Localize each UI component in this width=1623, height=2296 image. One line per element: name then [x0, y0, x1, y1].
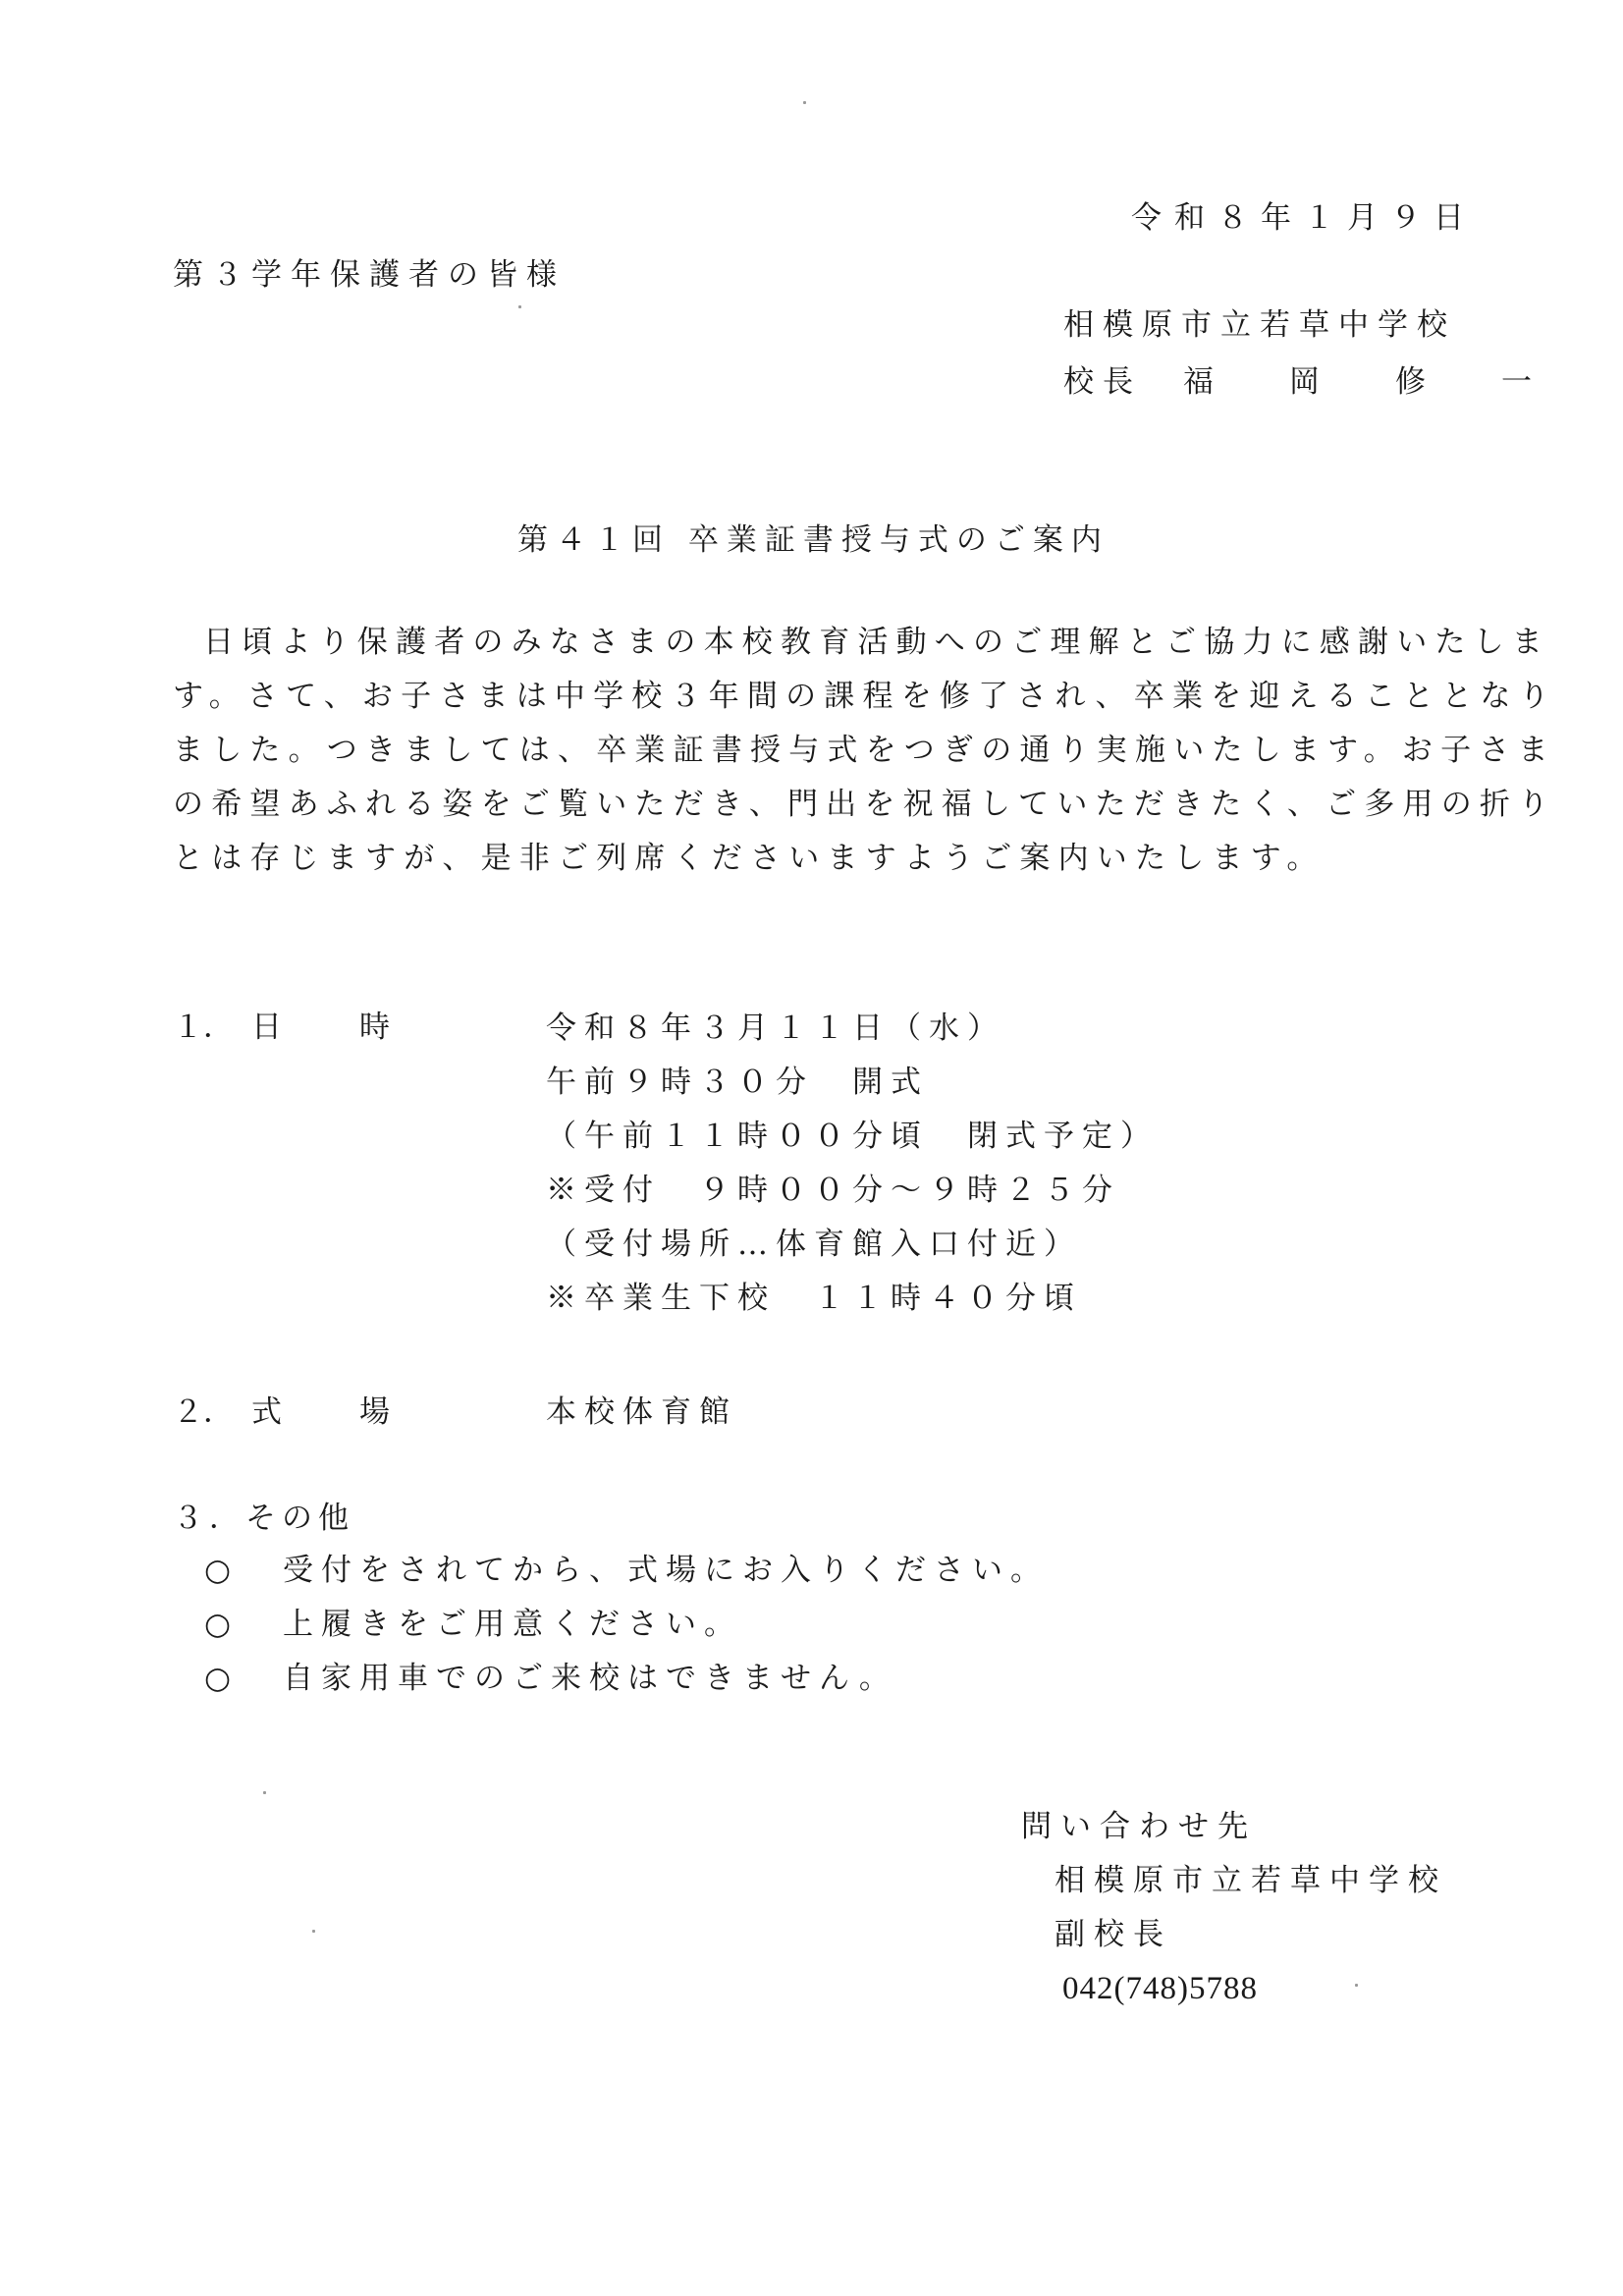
- sender-school: 相模原市立若草中学校: [1063, 307, 1456, 343]
- item-number: ３．: [173, 1501, 245, 1536]
- item-label-part: 式: [251, 1394, 282, 1430]
- item-other-label: [173, 1493, 354, 1537]
- principal-title: 校長: [1063, 364, 1142, 400]
- item-label-part: 場: [359, 1394, 390, 1430]
- scan-speck: [312, 1930, 315, 1933]
- item-number: １．: [173, 1010, 234, 1045]
- item-datetime-values: [546, 1002, 1159, 1326]
- item-label: その他: [245, 1501, 354, 1536]
- scan-speck: [803, 101, 806, 104]
- body-line: 日頃より保護者のみなさまの本校教育活動へのご理解とご協力に感謝いたしま: [203, 625, 1550, 660]
- scan-speck: [263, 1791, 266, 1794]
- scan-speck: [518, 305, 521, 308]
- contact-phone: 042(748)5788: [1062, 1971, 1258, 2006]
- body-line: の希望あふれる姿をご覧いただき、門出を祝福していただきたく、ご多用の折り: [173, 787, 1557, 822]
- item-number: ２．: [173, 1394, 234, 1430]
- venue-value: 本校体育館: [546, 1394, 737, 1430]
- document-date: 令和８年１月９日: [1131, 200, 1477, 236]
- document-title: 第４１回 卒業証書授与式のご案内: [517, 522, 1109, 558]
- item-label-part: 日: [251, 1010, 282, 1045]
- contact-heading: 問い合わせ先: [1021, 1809, 1257, 1844]
- note-item: [204, 1544, 1049, 1598]
- closing-time: （午前１１時００分頃 閉式予定）: [546, 1119, 1159, 1154]
- graduate-dismissal-time: ※卒業生下校 １１時４０分頃: [546, 1281, 1082, 1316]
- body-paragraph: [173, 616, 1557, 886]
- addressee: 第３学年保護者の皆様: [173, 257, 566, 293]
- circle-bullet-icon: ○: [204, 1607, 232, 1642]
- reception-location: （受付場所…体育館入口付近）: [546, 1227, 1082, 1262]
- notes-list: [204, 1544, 1049, 1706]
- item-label-part: 時: [359, 1010, 390, 1045]
- circle-bullet-icon: ○: [204, 1661, 232, 1696]
- note-text: 上履きをご用意ください。: [283, 1607, 742, 1642]
- body-line: す。さて、お子さまは中学校３年間の課程を修了され、卒業を迎えることとなり: [173, 679, 1557, 714]
- principal-name-part: 修: [1395, 364, 1426, 400]
- body-line: ました。つきましては、卒業証書授与式をつぎの通り実施いたします。お子さま: [173, 733, 1556, 768]
- opening-time: 午前９時３０分 開式: [546, 1065, 929, 1100]
- note-item: [204, 1652, 1049, 1706]
- circle-bullet-icon: ○: [204, 1553, 232, 1588]
- principal-name-part: 一: [1501, 364, 1532, 400]
- contact-school: 相模原市立若草中学校: [1055, 1863, 1447, 1898]
- note-text: 自家用車でのご来校はできません。: [283, 1661, 897, 1696]
- contact-block: [1021, 1800, 1447, 2016]
- reception-time: ※受付 ９時００分～９時２５分: [546, 1173, 1120, 1208]
- scan-speck: [1355, 1984, 1358, 1987]
- principal-name-part: 岡: [1289, 364, 1320, 400]
- note-text: 受付をされてから、式場にお入りください。: [283, 1553, 1049, 1588]
- note-item: [204, 1598, 1049, 1652]
- principal-name-part: 福: [1183, 364, 1214, 400]
- sender-principal: [1063, 356, 1532, 401]
- event-date: 令和８年３月１１日（水）: [546, 1011, 1005, 1046]
- body-line: とは存じますが、是非ご列席くださいますようご案内いたします。: [173, 841, 1325, 876]
- contact-role: 副校長: [1055, 1917, 1172, 1952]
